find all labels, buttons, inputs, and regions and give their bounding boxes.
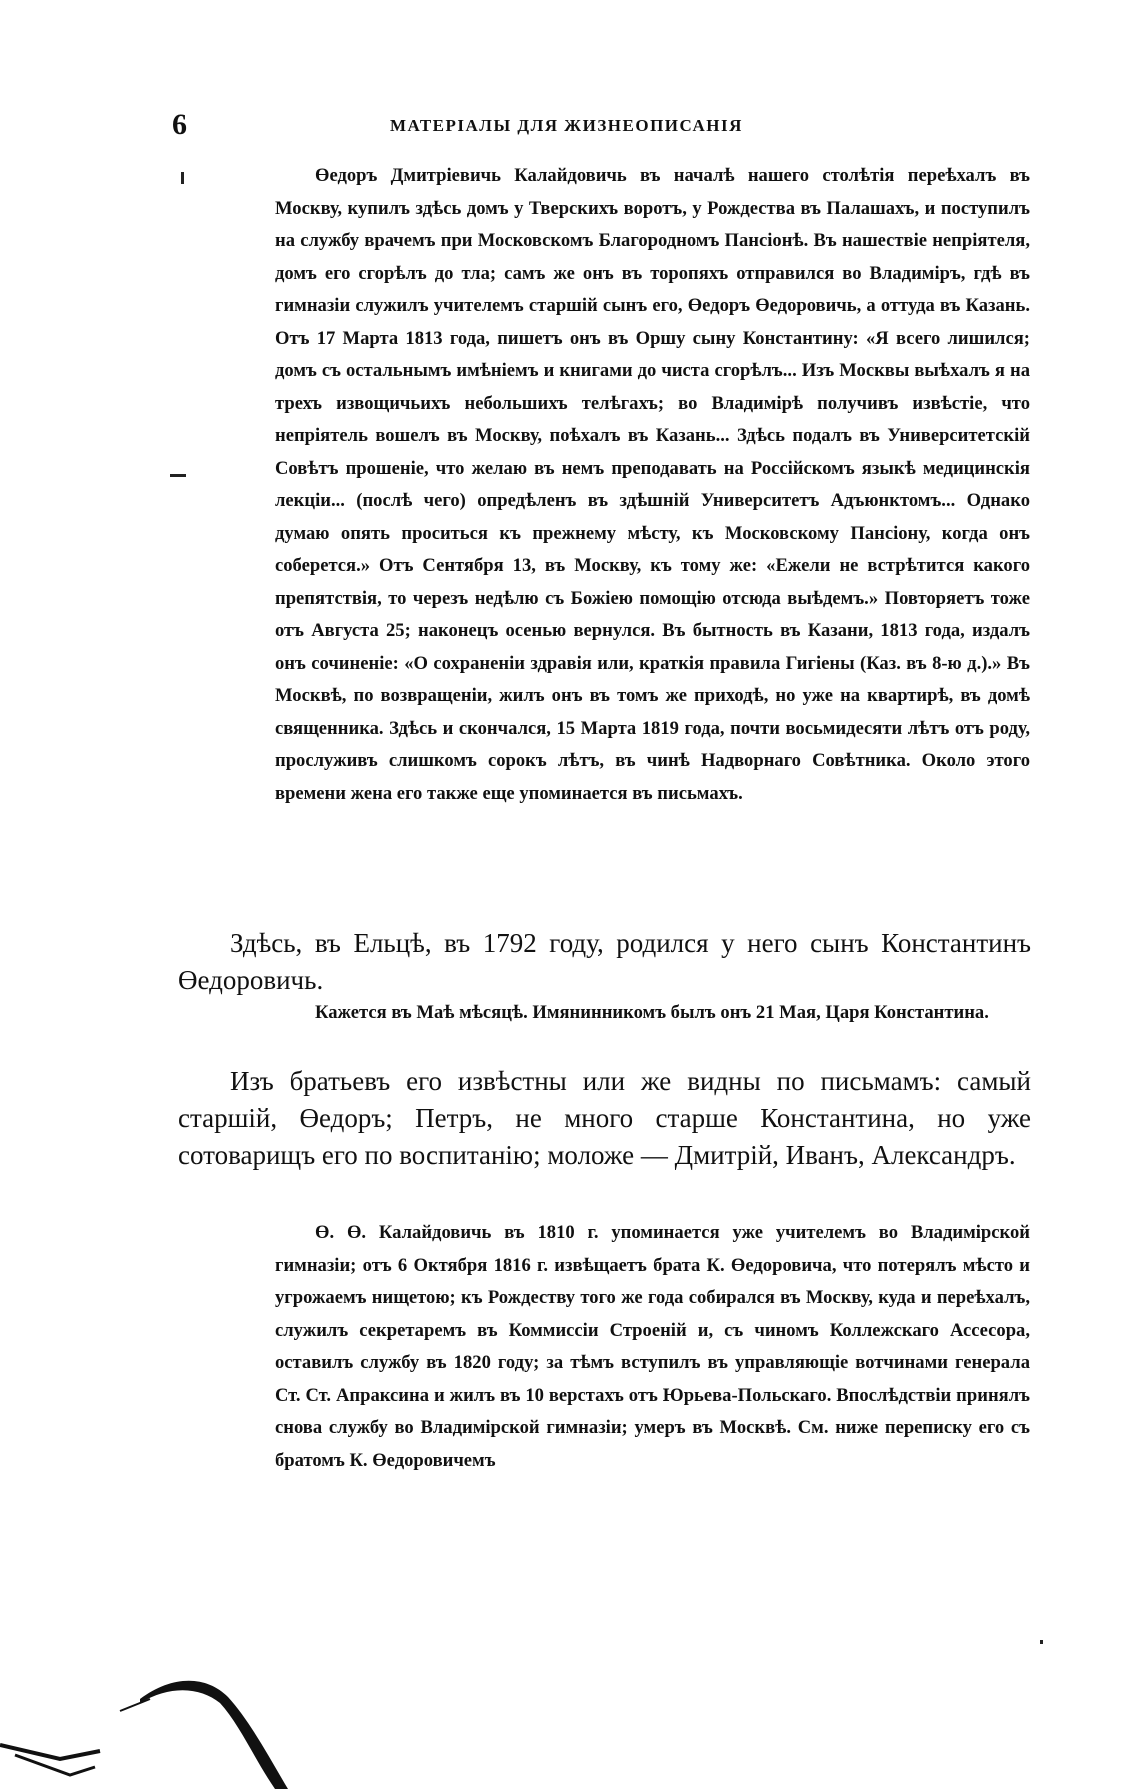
footnote-birth-month-text: Кажется въ Маѣ мѣсяцѣ. Имянинникомъ былъ онъ 21 Мая, Царя Константина. — [315, 1002, 989, 1023]
main-paragraph-birth — [178, 925, 1031, 999]
stray-ink-mark — [181, 172, 184, 184]
running-head: МАТЕРІАЛЫ ДЛЯ ЖИЗНЕОПИСАНІЯ — [390, 116, 743, 135]
footnote-father-text: Өедоръ Дмитріевичь Калайдовичь въ началѣ нашего столѣтія переѣхалъ въ Москву, купилъ здѣсь домъ у Тверскихъ воротъ, у Рождества въ Палашахъ, и поступилъ на службу врачемъ при Московскомъ Благородномъ Пансіонѣ. Въ нашествіе непріятеля, домъ его сгорѣлъ до тла; самъ же онъ въ торопяхъ отправился во Владиміръ, гдѣ въ гимназіи служилъ учителемъ старшій сынъ его, Өедоръ Өедоровичь, а оттуда въ Казань. Отъ 17 Марта 1813 года, пишетъ онъ въ Оршу сыну Константину: «Я всего лишился; домъ съ остальнымъ имѣніемъ и книгами до чиста сгорѣлъ... Изъ Москвы выѣхалъ я на трехъ извощичьихъ небольшихъ телѣгахъ; во Владимірѣ получивъ извѣстіе, что непріятель вошелъ въ Москву, поѣхалъ въ Казань... Здѣсь подалъ въ Университетскій Совѣтъ прошеніе, что желаю въ немъ преподавать на Россійскомъ языкѣ медицинскія лекціи... (послѣ чего) опредѣленъ въ здѣшній Университетъ Адъюнктомъ... Однако думаю опять проситься къ прежнему мѣсту, къ Московскому Пансіону, когда онъ соберется.» Отъ Сентября 13, въ Москву, къ тому же: «Ежели не встрѣтится какого препятствія, то черезъ недѣлю съ Божіею помощію отсюда выѣдемъ.» Повторяетъ тоже отъ Августа 25; наконецъ осенью вернулся. Въ бытность въ Казани, 1813 года, издалъ онъ сочиненіе: «О сохраненіи здравія или, краткія правила Гигіены (Каз. въ 8-ю д.).» Въ Москвѣ, по возвращеніи, жилъ онъ въ томъ же приходѣ, но уже на квартирѣ, въ домѣ священника. Здѣсь и скончался, 15 Марта 1819 года, почти восьмидесяти лѣтъ отъ роду, прослуживъ слишкомъ сорокъ лѣтъ, въ чинѣ Надворнаго Совѣтника. Около этого времени жена его также еще упоминается въ письмахъ. — [275, 165, 1030, 804]
footnote-birth-month — [275, 997, 1030, 1030]
main-paragraph-birth-text: Здѣсь, въ Ельцѣ, въ 1792 году, родился у него сынъ Константинъ Өедоровичь. — [178, 928, 1031, 995]
scan-scribble-mark — [0, 1655, 320, 1791]
stray-ink-mark — [1040, 1640, 1043, 1644]
footnote-brother-fedor — [275, 1217, 1030, 1477]
main-paragraph-brothers-text: Изъ братьевъ его извѣстны или же видны по письмамъ: самый старшій, Өедоръ; Петръ, не много старше Константина, но уже сотоварищъ его по воспитанію; моложе — Дмитрій, Иванъ, Александръ. — [178, 1066, 1031, 1170]
footnote-brother-fedor-text: Ө. Ө. Калайдовичь въ 1810 г. упоминается уже учителемъ во Владимірской гимназіи; отъ 6 Октября 1816 г. извѣщаетъ брата К. Өедоровича, что потерялъ мѣсто и угрожаемъ нищетою; къ Рождеству того же года собирался въ Москву, куда и переѣхалъ, служилъ секретаремъ въ Коммиссіи Строеній и, съ чиномъ Коллежскаго Ассесора, оставилъ службу въ 1820 году; за тѣмъ вступилъ въ управляющіе вотчинами генерала Ст. Ст. Апраксина и жилъ въ 10 верстахъ отъ Юрьева-Польскаго. Впослѣдствіи принялъ снова службу во Владимірской гимназіи; умеръ въ Москвѣ. См. ниже переписку его съ братомъ К. Өедоровичемъ — [275, 1222, 1030, 1471]
stray-ink-mark — [170, 474, 186, 477]
main-paragraph-brothers — [178, 1063, 1031, 1174]
page-number: 6 — [172, 108, 187, 141]
footnote-father — [275, 160, 1030, 810]
